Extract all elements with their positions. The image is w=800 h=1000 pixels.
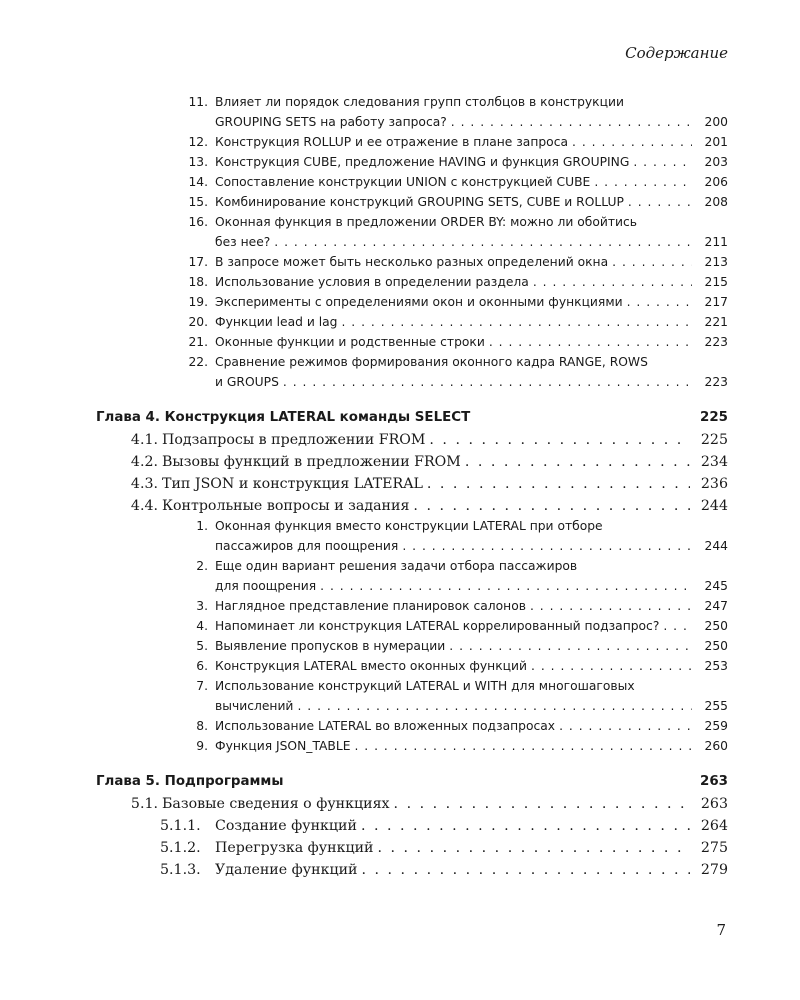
toc-page-number: 275: [700, 840, 728, 856]
toc-entry-title: и GROUPS: [215, 375, 279, 389]
dot-leader: [274, 232, 692, 252]
toc-entry-number: 18.: [188, 275, 208, 289]
toc-page-number: 206: [704, 175, 728, 189]
toc-entry[interactable]: [215, 536, 728, 556]
toc-entry-number: 3.: [196, 599, 208, 613]
toc-entry[interactable]: [180, 152, 728, 172]
toc-page-number: 211: [704, 235, 728, 249]
dot-leader: [451, 112, 692, 132]
toc-entry[interactable]: [180, 312, 728, 332]
toc-subsection[interactable]: [160, 837, 728, 859]
section-number: 4.3.: [130, 476, 158, 492]
toc-page-number: 247: [704, 599, 728, 613]
toc-page-number: 225: [700, 432, 728, 448]
toc-page-number: 279: [700, 862, 728, 878]
toc-entry-number-row: [180, 352, 728, 372]
toc-entry-number: 9.: [196, 739, 208, 753]
toc-entry[interactable]: [215, 232, 728, 252]
toc-entry-number: 22.: [188, 355, 208, 369]
toc-entry-number: 13.: [188, 155, 208, 169]
toc-entry-number: 2.: [196, 559, 208, 573]
toc-page-number: 221: [704, 315, 728, 329]
toc-entry-title: Влияет ли порядок следования групп столбцов в конструкции: [215, 95, 624, 109]
subsection-title: Перегрузка функций: [215, 840, 374, 856]
subsection-title: Создание функций: [215, 818, 357, 834]
dot-leader: [427, 473, 690, 495]
subsection-number: 5.1.2.: [160, 840, 201, 856]
toc-page-number: 264: [700, 818, 728, 834]
toc-entry-number: 7.: [196, 679, 208, 693]
toc-entry[interactable]: [180, 292, 728, 312]
subsection-number: 5.1.1.: [160, 818, 201, 834]
dot-leader: [559, 716, 692, 736]
dot-leader: [449, 636, 692, 656]
toc-entry-number-row: [180, 92, 728, 112]
toc-page-number: 213: [704, 255, 728, 269]
toc-entry[interactable]: [215, 372, 728, 392]
chapter-title: Глава 4. Конструкция LATERAL команды SELECT: [96, 410, 471, 425]
dot-leader: [402, 536, 692, 556]
toc-page-number: 253: [704, 659, 728, 673]
toc-section[interactable]: [118, 793, 728, 815]
toc-page-number: 260: [704, 739, 728, 753]
section-number: 5.1.: [130, 796, 158, 812]
dot-leader: [378, 837, 691, 859]
toc-page-number: 200: [704, 115, 728, 129]
toc-entry[interactable]: [180, 716, 728, 736]
subsection-title: Удаление функций: [215, 862, 358, 878]
toc-entry-title: Функции lead и lag: [215, 315, 338, 329]
toc-entry-title: Сравнение режимов формирования оконного кадра RANGE, ROWS: [215, 355, 648, 369]
toc-entry-number: 8.: [196, 719, 208, 733]
toc-entry[interactable]: [215, 112, 728, 132]
dot-leader: [663, 616, 692, 636]
toc-entry-title: Использование LATERAL во вложенных подзапросах: [215, 719, 556, 733]
dot-leader: [394, 793, 690, 815]
toc-entry-number: 1.: [196, 519, 208, 533]
section-number: 4.1.: [130, 432, 158, 448]
dot-leader: [361, 815, 690, 837]
toc-entry-title: Использование конструкций LATERAL и WITH для многошаговых: [215, 679, 635, 693]
toc-entry-number: 21.: [188, 335, 208, 349]
dot-leader: [612, 252, 692, 272]
toc-entry[interactable]: [180, 332, 728, 352]
toc-page-number: 215: [704, 275, 728, 289]
toc-entry-number: 14.: [188, 175, 208, 189]
section-title: Подзапросы в предложении FROM: [162, 432, 426, 448]
dot-leader: [633, 152, 692, 172]
toc-page-number: 263: [700, 796, 728, 812]
dot-leader: [354, 736, 692, 756]
toc-entry[interactable]: [180, 132, 728, 152]
toc-page-number: 201: [704, 135, 728, 149]
toc-entry-number: 20.: [188, 315, 208, 329]
toc-subsection[interactable]: [160, 815, 728, 837]
toc-entry-title: В запросе может быть несколько разных определений окна: [215, 255, 609, 269]
chapter-title: Глава 5. Подпрограммы: [96, 774, 284, 789]
toc-entry-number: 15.: [188, 195, 208, 209]
toc-entry-title: вычислений: [215, 699, 294, 713]
dot-leader: [572, 132, 692, 152]
toc-page-number: 250: [704, 639, 728, 653]
dot-leader: [530, 596, 692, 616]
toc-entry-title: Еще один вариант решения задачи отбора пассажиров: [215, 559, 578, 573]
toc-entry-title: Комбинирование конструкций GROUPING SETS, CUBE и ROLLUP: [215, 195, 624, 209]
dot-leader: [283, 372, 692, 392]
toc-entry[interactable]: [180, 596, 728, 616]
toc-entry-number: 5.: [196, 639, 208, 653]
toc-page-number: 208: [704, 195, 728, 209]
toc-section[interactable]: [118, 495, 728, 517]
toc-entry-number: 11.: [188, 95, 208, 109]
dot-leader: [489, 332, 692, 352]
toc-page-number: 244: [700, 498, 728, 514]
chapter-5-heading[interactable]: [96, 771, 728, 793]
toc-page-number: 263: [700, 774, 728, 789]
toc-entry-number: 16.: [188, 215, 208, 229]
toc-entry-number-row: [180, 556, 728, 576]
toc-entry-title: Выявление пропусков в нумерации: [215, 639, 446, 653]
section-title: Тип JSON и конструкция LATERAL: [162, 476, 423, 492]
section-title: Вызовы функций в предложении FROM: [162, 454, 461, 470]
section-title: Контрольные вопросы и задания: [162, 498, 410, 514]
toc-subsection[interactable]: [160, 859, 728, 881]
toc-entry[interactable]: [180, 616, 728, 636]
dot-leader: [531, 656, 692, 676]
toc-entry[interactable]: [180, 736, 728, 756]
toc-entry-title: Наглядное представление планировок салонов: [215, 599, 526, 613]
toc-entry-title: Использование условия в определении раздела: [215, 275, 529, 289]
toc-entry-title: Оконные функции и родственные строки: [215, 335, 485, 349]
toc-entry-number: 6.: [196, 659, 208, 673]
dot-leader: [413, 495, 690, 517]
toc-entry[interactable]: [180, 172, 728, 192]
section-title: Базовые сведения о функциях: [162, 796, 390, 812]
toc-section[interactable]: [118, 473, 728, 495]
toc-entry-number: 17.: [188, 255, 208, 269]
section-number: 4.4.: [130, 498, 158, 514]
dot-leader: [533, 272, 692, 292]
toc-entry-title: для поощрения: [215, 579, 317, 593]
toc-page-number: 236: [700, 476, 728, 492]
dot-leader: [627, 292, 692, 312]
toc-page-number: 223: [704, 375, 728, 389]
toc-entry-title: GROUPING SETS на работу запроса?: [215, 115, 447, 129]
toc-entry-title: Оконная функция вместо конструкции LATERAL при отборе: [215, 519, 603, 533]
toc-entry-number: 19.: [188, 295, 208, 309]
toc-page-number: 203: [704, 155, 728, 169]
page-number: 7: [716, 921, 726, 939]
dot-leader: [594, 172, 692, 192]
toc-section[interactable]: [118, 429, 728, 451]
toc-entry-number-row: [180, 676, 728, 696]
subsection-number: 5.1.3.: [160, 862, 201, 878]
toc-page-number: 259: [704, 719, 728, 733]
toc-entry[interactable]: [180, 192, 728, 212]
toc-entry-title: Функция JSON_TABLE: [215, 739, 351, 753]
toc-page-number: 244: [704, 539, 728, 553]
toc-entry-title: Сопоставление конструкции UNION с конструкцией CUBE: [215, 175, 591, 189]
chapter-4-heading[interactable]: [96, 407, 728, 429]
toc-entry-number-row: [180, 516, 728, 536]
toc-entry[interactable]: [180, 252, 728, 272]
toc-entry-title: Напоминает ли конструкция LATERAL коррелированный подзапрос?: [215, 619, 660, 633]
dot-leader: [465, 451, 690, 473]
dot-leader: [628, 192, 692, 212]
toc-page-number: 250: [704, 619, 728, 633]
toc-entry-title: пассажиров для поощрения: [215, 539, 399, 553]
toc-page-number: 225: [700, 410, 728, 425]
toc-entry-number: 4.: [196, 619, 208, 633]
running-header: Содержание: [625, 44, 728, 62]
section-number: 4.2.: [130, 454, 158, 470]
toc-entry-title: Эксперименты с определениями окон и оконными функциями: [215, 295, 623, 309]
toc-entry-title: Конструкция CUBE, предложение HAVING и функция GROUPING: [215, 155, 630, 169]
toc-section[interactable]: [118, 451, 728, 473]
dot-leader: [362, 859, 691, 881]
toc-entry-number: 12.: [188, 135, 208, 149]
toc-entry-title: Конструкция ROLLUP и ее отражение в плане запроса: [215, 135, 568, 149]
toc-page-number: 245: [704, 579, 728, 593]
dot-leader: [341, 312, 692, 332]
toc-page-number: 234: [700, 454, 728, 470]
toc-page-number: 217: [704, 295, 728, 309]
dot-leader: [320, 576, 692, 596]
toc-page-number: 223: [704, 335, 728, 349]
toc-page-number: 255: [704, 699, 728, 713]
toc-entry-title: Оконная функция в предложении ORDER BY: можно ли обойтись: [215, 215, 638, 229]
toc-entry[interactable]: [180, 636, 728, 656]
toc-entry[interactable]: [215, 696, 728, 716]
toc-entry[interactable]: [180, 656, 728, 676]
dot-leader: [297, 696, 692, 716]
toc-entry[interactable]: [215, 576, 728, 596]
toc-entry-number-row: [180, 212, 728, 232]
toc-entry-title: Конструкция LATERAL вместо оконных функций: [215, 659, 527, 673]
toc-entry[interactable]: [180, 272, 728, 292]
dot-leader: [429, 429, 690, 451]
toc-entry-title: без нее?: [215, 235, 271, 249]
